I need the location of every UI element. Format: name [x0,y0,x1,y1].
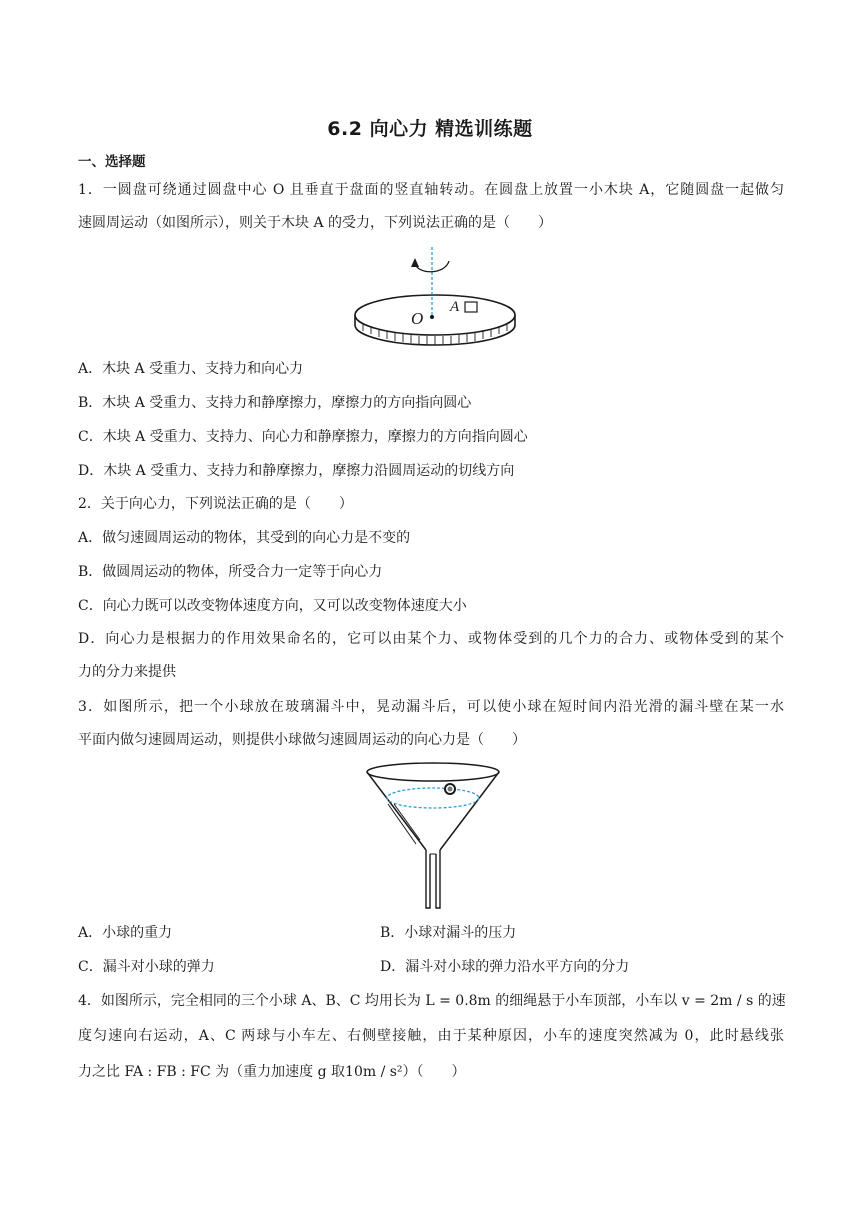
q3-option-b: B．小球对漏斗的压力 [380,925,517,941]
q1-stem-line-2: 速圆周运动（如图所示），则关于木块 A 的受力，下列说法正确的是（ ） [78,215,553,231]
q2-option-a: A．做匀速圆周运动的物体，其受到的向心力是不变的 [78,530,411,546]
disk-top-face [355,295,515,335]
page-title: 6.2 向心力 精选训练题 [327,118,533,140]
q2-option-d-line-2: 力的分力来提供 [78,664,176,680]
q1-option-c: C．木块 A 受重力、支持力、向心力和静摩擦力，摩擦力的方向指向圆心 [78,429,528,445]
q2-option-b: B．做圆周运动的物体，所受合力一定等于向心力 [78,564,383,580]
q1-option-b: B．木块 A 受重力、支持力和静摩擦力，摩擦力的方向指向圆心 [78,395,472,411]
q4-stem-line-2: 度匀速向右运动，A、C 两球与小车左、右侧壁接触，由于某种原因，小车的速度突然减为 0，此时悬线张 [78,1028,784,1044]
funnel-figure [360,760,506,912]
section-heading: 一、选择题 [78,154,146,170]
ball-orbit-path [387,788,479,808]
funnel-glare-left [388,804,416,844]
q3-option-c: C．漏斗对小球的弹力 [78,959,215,975]
q3-stem-line-2: 平面内做匀速圆周运动，则提供小球做匀速圆周运动的向心力是（ ） [78,732,526,748]
label-a: A [450,299,460,315]
block-a [465,302,477,312]
q4-stem-line-3: 力之比 FA : FB : FC 为（重力加速度 g 取10m / s²）（ ） [78,1064,466,1080]
q1-option-d: D．木块 A 受重力、支持力和静摩擦力，摩擦力沿圆周运动的切线方向 [78,463,515,479]
funnel-rim [367,763,499,781]
disk-center-point [430,315,434,319]
q4-stem-line-1: 4．如图所示，完全相同的三个小球 A、B、C 均用长为 L = 0.8m 的细绳悬于小车顶部，小车以 v = 2m / s 的速 [78,993,786,1009]
q2-option-c: C．向心力既可以改变物体速度方向，又可以改变物体速度大小 [78,598,467,614]
q2-option-d-line-1: D．向心力是根据力的作用效果命名的，它可以由某个力、或物体受到的几个力的合力、或物体受到的某个 [78,631,784,647]
q3-stem-line-1: 3．如图所示，把一个小球放在玻璃漏斗中，晃动漏斗后，可以使小球在短时间内沿光滑的漏斗壁在某一水 [78,699,784,715]
rotation-arrowhead [411,258,419,267]
rotating-disk-figure [345,245,525,350]
label-o: O [411,309,424,328]
q2-stem: 2．关于向心力，下列说法正确的是（ ） [78,496,353,512]
funnel-left-wall [367,772,426,850]
funnel-stem [426,850,440,908]
q3-option-a: A．小球的重力 [78,925,173,941]
q3-option-d: D．漏斗对小球的弹力沿水平方向的分力 [380,959,630,975]
q1-option-a: A．木块 A 受重力、支持力和向心力 [78,361,304,377]
q1-stem-line-1: 1．一圆盘可绕通过圆盘中心 O 且垂直于盘面的竖直轴转动。在圆盘上放置一小木块 A，它随圆盘一起做匀 [78,182,784,198]
funnel-glare-left-2 [394,804,420,840]
